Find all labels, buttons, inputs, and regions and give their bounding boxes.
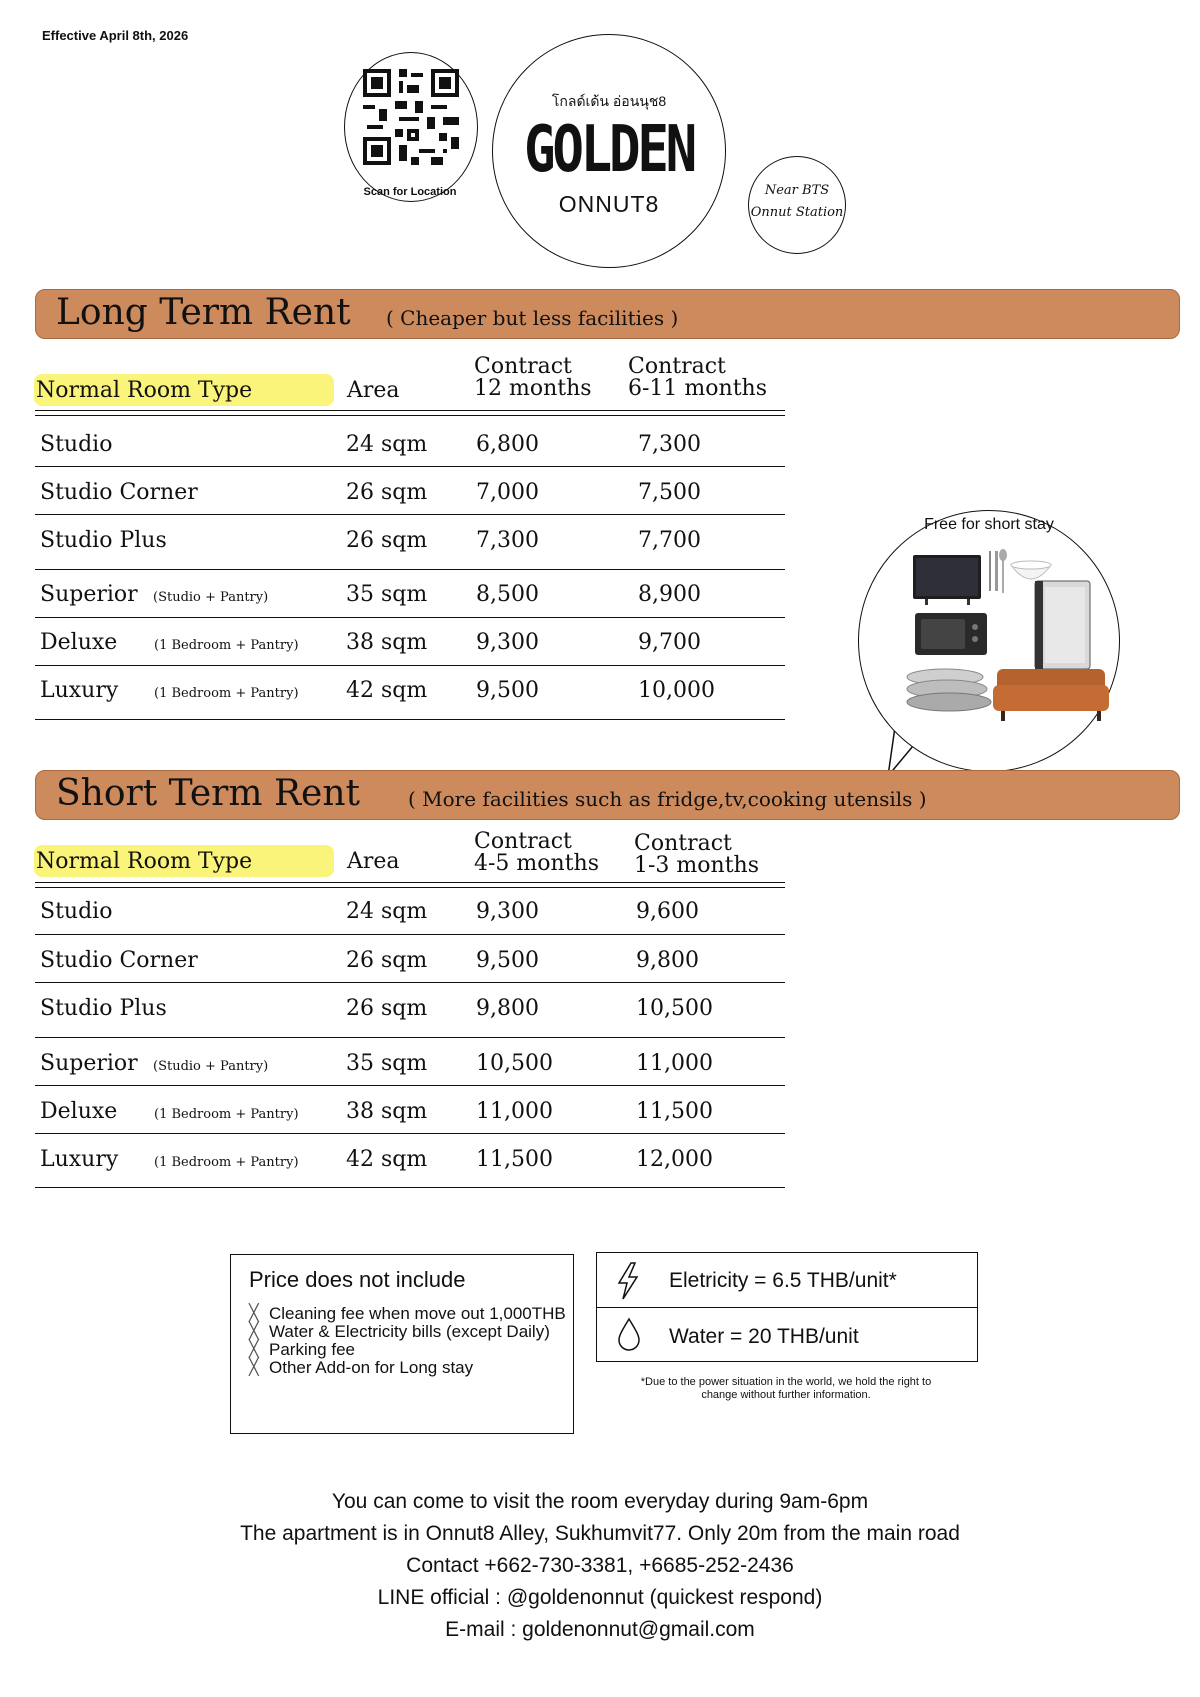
exclusion-text: Water & Electricity bills (except Daily) xyxy=(269,1322,550,1341)
short-area-header: Area xyxy=(347,849,400,874)
row-divider xyxy=(35,982,785,983)
bts-badge xyxy=(748,156,846,254)
cross-icon: ╳ xyxy=(249,1341,259,1358)
room-price-primary: 6,800 xyxy=(476,432,539,457)
room-price-primary: 9,300 xyxy=(476,630,539,655)
qr-code-badge[interactable] xyxy=(344,52,478,202)
exclusions-list xyxy=(249,1305,567,1377)
row-divider xyxy=(35,1187,785,1188)
room-price-secondary: 10,500 xyxy=(636,996,713,1021)
room-name: Studio xyxy=(40,899,113,924)
room-area: 42 sqm xyxy=(346,678,428,703)
sofa-icon xyxy=(993,669,1109,721)
room-area: 38 sqm xyxy=(346,1099,428,1124)
exclusion-item xyxy=(249,1359,567,1377)
bowl-icon xyxy=(1011,561,1051,579)
room-price-secondary: 9,700 xyxy=(638,630,701,655)
room-note: (1 Bedroom + Pantry) xyxy=(154,1107,299,1122)
room-price-secondary: 9,800 xyxy=(636,948,699,973)
utensils-icon xyxy=(989,549,1007,593)
pillows-icon xyxy=(907,669,991,711)
row-divider xyxy=(35,1037,785,1038)
utility-disclaimer xyxy=(596,1376,976,1402)
long-contract2-label: Contract xyxy=(628,354,726,379)
room-price-secondary: 7,300 xyxy=(638,432,701,457)
room-name: Deluxe xyxy=(40,630,118,655)
short-contract2-months: 1-3 months xyxy=(634,853,759,878)
room-area: 35 sqm xyxy=(346,582,428,607)
room-area: 24 sqm xyxy=(346,432,428,457)
room-note: (1 Bedroom + Pantry) xyxy=(154,638,299,653)
room-price-primary: 7,300 xyxy=(476,528,539,553)
room-price-primary: 11,000 xyxy=(476,1099,553,1124)
room-price-primary: 7,000 xyxy=(476,480,539,505)
logo-subtitle: ONNUT8 xyxy=(558,191,660,217)
disclaimer-line-1: *Due to the power situation in the world, we hold the right to xyxy=(640,1376,932,1388)
long-contract1-label: Contract xyxy=(474,354,572,379)
room-name: Studio Plus xyxy=(40,528,167,553)
room-price-primary: 10,500 xyxy=(476,1051,553,1076)
short-contract2-label: Contract xyxy=(634,831,732,856)
room-price-secondary: 8,900 xyxy=(638,582,701,607)
free-items-illustration xyxy=(885,545,1115,735)
exclusion-item xyxy=(249,1323,567,1341)
short-contract1-months: 4-5 months xyxy=(474,851,599,876)
logo-thai-name: โกลด์เด้น อ่อนนุช8 xyxy=(551,93,667,109)
room-name: Studio Plus xyxy=(40,996,167,1021)
exclusion-text: Other Add-on for Long stay xyxy=(269,1358,474,1377)
room-price-primary: 11,500 xyxy=(476,1147,553,1172)
long-term-title: Long Term Rent xyxy=(56,292,351,333)
logo-wordmark: GOLDEN xyxy=(524,113,694,187)
long-room-type-header: Normal Room Type xyxy=(36,378,253,403)
long-term-banner xyxy=(35,289,1180,339)
water-rate: Water = 20 THB/unit xyxy=(669,1325,859,1348)
long-contract2-months: 6-11 months xyxy=(628,376,767,401)
room-price-primary: 9,500 xyxy=(476,678,539,703)
row-divider xyxy=(35,1133,785,1134)
qr-caption: Scan for Location xyxy=(363,186,457,198)
cross-icon: ╳ xyxy=(249,1323,259,1340)
row-divider xyxy=(35,617,785,618)
room-price-secondary: 11,000 xyxy=(636,1051,713,1076)
short-term-subtitle: ( More facilities such as fridge,tv,cooking utensils ) xyxy=(408,787,927,811)
water-drop-icon xyxy=(617,1317,641,1351)
row-divider xyxy=(35,569,785,570)
cross-icon: ╳ xyxy=(249,1305,259,1322)
short-header-rule-2 xyxy=(35,887,785,888)
room-note: (Studio + Pantry) xyxy=(153,590,269,605)
electricity-rate: Eletricity = 6.5 THB/unit* xyxy=(669,1269,897,1292)
effective-date: Effective April 8th, 2026 xyxy=(42,28,189,43)
room-name: Luxury xyxy=(40,678,119,703)
qr-code-icon xyxy=(363,69,459,165)
email-contact[interactable]: E-mail : goldenonnut@gmail.com xyxy=(445,1618,755,1641)
exclusion-item xyxy=(249,1305,567,1323)
disclaimer-line-2: change without further information. xyxy=(701,1389,871,1401)
room-name: Superior xyxy=(40,582,138,607)
short-contract1-label: Contract xyxy=(474,829,572,854)
fridge-icon xyxy=(1035,581,1090,669)
room-note: (Studio + Pantry) xyxy=(153,1059,269,1074)
room-area: 26 sqm xyxy=(346,528,428,553)
room-area: 26 sqm xyxy=(346,480,428,505)
room-price-secondary: 7,500 xyxy=(638,480,701,505)
room-area: 26 sqm xyxy=(346,996,428,1021)
long-header-rule-1 xyxy=(35,410,785,411)
utility-divider xyxy=(597,1307,977,1308)
room-price-secondary: 11,500 xyxy=(636,1099,713,1124)
free-items-caption: Free for short stay xyxy=(924,516,1054,533)
price-exclusions-box xyxy=(230,1254,574,1434)
room-name: Deluxe xyxy=(40,1099,118,1124)
room-area: 26 sqm xyxy=(346,948,428,973)
room-price-primary: 9,800 xyxy=(476,996,539,1021)
room-area: 42 sqm xyxy=(346,1147,428,1172)
room-price-secondary: 9,600 xyxy=(636,899,699,924)
long-contract1-months: 12 months xyxy=(474,376,592,401)
room-name: Studio Corner xyxy=(40,480,198,505)
visit-hours: You can come to visit the room everyday during 9am-6pm xyxy=(331,1490,869,1513)
line-official[interactable]: LINE official : @goldenonnut (quickest respond) xyxy=(377,1586,823,1609)
room-price-secondary: 12,000 xyxy=(636,1147,713,1172)
long-area-header: Area xyxy=(347,378,400,403)
room-area: 35 sqm xyxy=(346,1051,428,1076)
long-header-rule-2 xyxy=(35,415,785,416)
microwave-icon xyxy=(915,613,987,655)
short-room-type-header: Normal Room Type xyxy=(36,849,253,874)
room-name: Superior xyxy=(40,1051,138,1076)
room-note: (1 Bedroom + Pantry) xyxy=(154,1155,299,1170)
utility-rates-box xyxy=(596,1252,978,1362)
short-term-banner xyxy=(35,770,1180,820)
room-price-secondary: 7,700 xyxy=(638,528,701,553)
row-divider xyxy=(35,665,785,666)
bts-line-2: Onnut Station xyxy=(750,205,844,220)
room-price-primary: 9,500 xyxy=(476,948,539,973)
room-name: Studio Corner xyxy=(40,948,198,973)
row-divider xyxy=(35,934,785,935)
address-line: The apartment is in Onnut8 Alley, Sukhumvit77. Only 20m from the main road xyxy=(240,1522,960,1545)
room-area: 24 sqm xyxy=(346,899,428,924)
long-term-subtitle: ( Cheaper but less facilities ) xyxy=(386,306,679,330)
short-header-rule-1 xyxy=(35,882,785,883)
exclusion-text: Cleaning fee when move out 1,000THB xyxy=(269,1304,566,1323)
row-divider xyxy=(35,466,785,467)
lightning-icon xyxy=(615,1261,641,1301)
exclusion-text: Parking fee xyxy=(269,1340,355,1359)
contact-phones[interactable]: Contact +662-730-3381, +6685-252-2436 xyxy=(406,1554,794,1577)
room-note: (1 Bedroom + Pantry) xyxy=(154,686,299,701)
tv-icon xyxy=(913,555,981,605)
row-divider xyxy=(35,719,785,720)
exclusion-item xyxy=(249,1341,567,1359)
short-term-title: Short Term Rent xyxy=(56,773,361,814)
room-name: Studio xyxy=(40,432,113,457)
room-name: Luxury xyxy=(40,1147,119,1172)
room-price-primary: 8,500 xyxy=(476,582,539,607)
golden-logo xyxy=(492,34,726,268)
cross-icon: ╳ xyxy=(249,1359,259,1376)
room-price-primary: 9,300 xyxy=(476,899,539,924)
room-price-secondary: 10,000 xyxy=(638,678,715,703)
room-area: 38 sqm xyxy=(346,630,428,655)
bts-line-1: Near BTS xyxy=(764,183,830,198)
exclusions-title: Price does not include xyxy=(249,1267,466,1292)
row-divider xyxy=(35,514,785,515)
row-divider xyxy=(35,1085,785,1086)
